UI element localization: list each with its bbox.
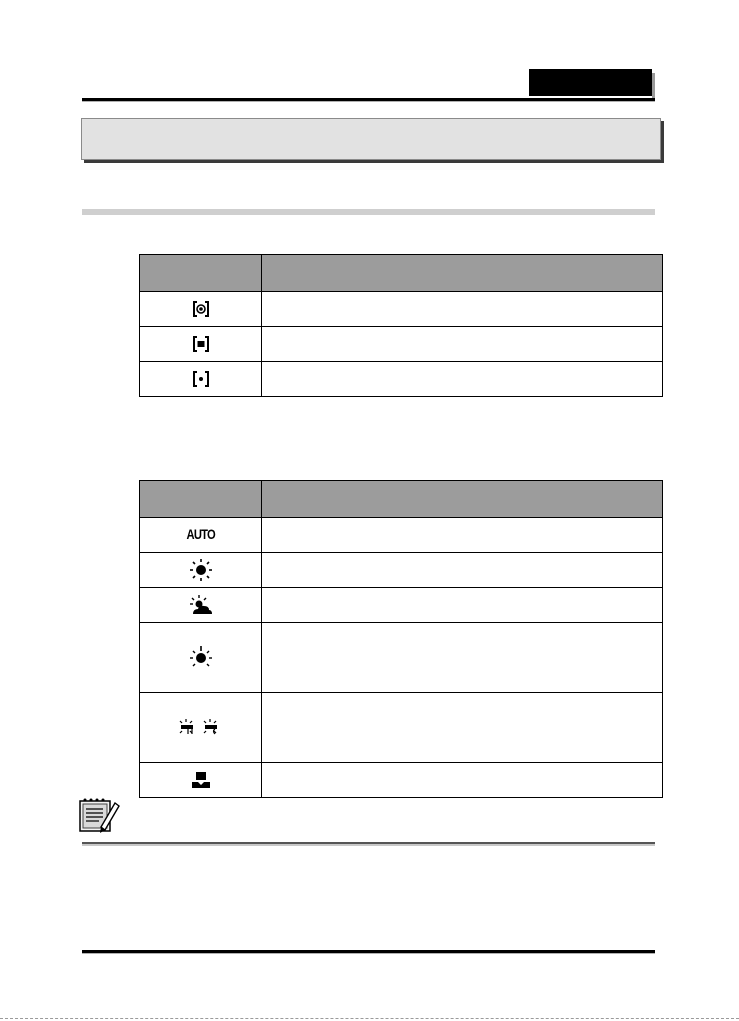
header-rule-shadow (82, 101, 655, 102)
description-cell (262, 763, 663, 798)
spot-metering-icon (191, 370, 211, 388)
language-tab-shadow (652, 73, 655, 98)
custom-manual-wb-icon (190, 771, 212, 789)
table-row (140, 362, 663, 397)
description-cell (262, 623, 663, 693)
table-row (140, 763, 663, 798)
table-row (140, 693, 663, 763)
description-cell (262, 518, 663, 553)
language-tab (529, 69, 652, 96)
table-header-row (140, 481, 663, 518)
description-cell (262, 553, 663, 588)
auto-icon: AUTO (186, 526, 215, 542)
section-divider (82, 209, 655, 215)
table-header-row (140, 255, 663, 292)
fluorescent-icons (178, 718, 224, 736)
metering-table (139, 254, 663, 397)
tungsten-bulb-icon (189, 645, 213, 671)
notepad-icon (77, 797, 121, 835)
table-row (140, 292, 663, 327)
column-header-description (262, 481, 663, 518)
table-row (140, 518, 663, 553)
table-row (140, 327, 663, 362)
column-header-description (262, 255, 663, 292)
chapter-title-box (81, 118, 661, 160)
table-row (140, 588, 663, 623)
description-cell (262, 292, 663, 327)
column-header-icon (140, 255, 262, 292)
footer-rule-shadow (82, 953, 655, 954)
description-cell (262, 693, 663, 763)
table-row (140, 553, 663, 588)
table-row (140, 623, 663, 693)
white-balance-table (139, 480, 663, 798)
page-edge (0, 1018, 739, 1019)
description-cell (262, 327, 663, 362)
center-weighted-metering-icon (191, 300, 211, 318)
cloudy-icon (189, 594, 213, 616)
description-cell (262, 588, 663, 623)
note-divider-shadow (82, 844, 655, 846)
average-metering-icon (191, 335, 211, 353)
description-cell (262, 362, 663, 397)
column-header-icon (140, 481, 262, 518)
daylight-sun-icon (189, 558, 213, 582)
